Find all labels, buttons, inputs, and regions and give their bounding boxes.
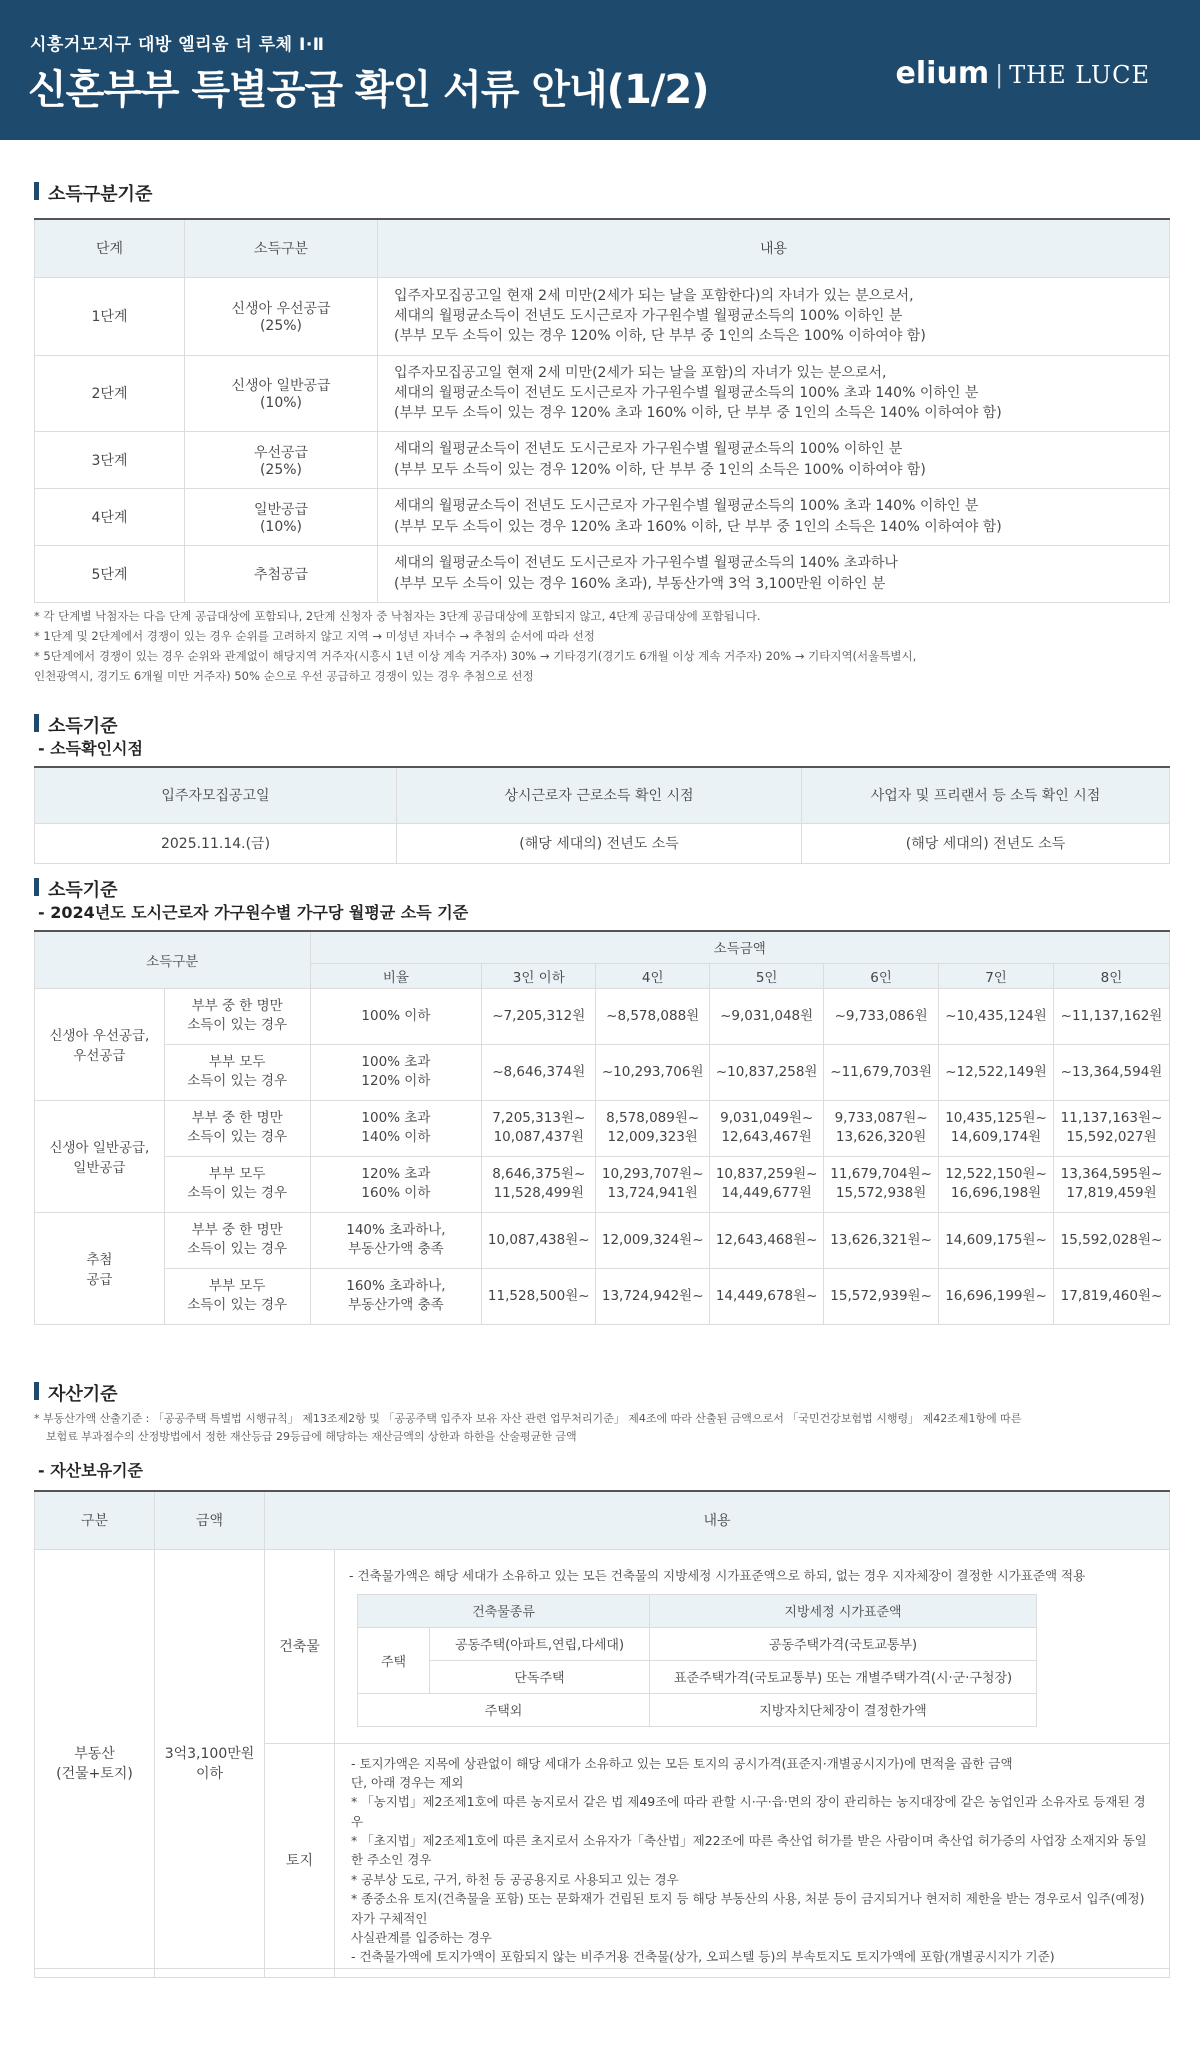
monthly-income-table [34, 930, 1170, 1325]
ratio-cell: 160% 초과하나, 부동산가액 충족 [310, 1268, 482, 1324]
type-label: 추첨공급 [253, 566, 309, 583]
note-line: * 부동산가액 산출기준 : 「공공주택 특별법 시행규칙」 제13조제2항 및 「공공주택 입주자 보유 자산 관련 업무처리기준」 제4조에 따라 산출된 금액으로서 「국민건강보험법 시행령」 제42조제1항에 따른 [34, 1412, 1022, 1425]
worker-income-point: (해당 세대의) 전년도 소득 [397, 823, 802, 863]
building-value-table [357, 1594, 1037, 1727]
income-value: ~9,733,086원 [824, 988, 939, 1044]
logo-separator: | [995, 61, 1004, 89]
type-cell [185, 488, 378, 545]
note-line: * 5단계에서 경쟁이 있는 경우 순위와 관계없이 해당지역 거주자(시흥시 1년 이상 계속 거주자) 30% → 기타경기(경기도 6개월 이상 계속 거주자) 20% → 기타지역(서울특별시, [34, 649, 917, 664]
category-cell: 부동산 (건물+토지) [35, 1549, 155, 1977]
step-cell: 2단계 [35, 355, 185, 431]
table-header: 내용 [265, 1491, 1170, 1549]
building-text: - 건축물가액은 해당 세대가 소유하고 있는 모든 건축물의 지방세정 시가표준액으로 하되, 없는 경우 지자체장이 결정한 시가표준액 적용 [349, 1567, 1086, 1583]
content-cell: 입주자모집공고일 현재 2세 미만(2세가 되는 날을 포함)의 자녀가 있는 분으로서, 세대의 월평균소득이 전년도 도시근로자 가구원수별 월평균소득의 100% 초과 140% 이하인 분 (부부 모두 소득이 있는 경우 120% 초과 160% 이하, 단 부부 중 1인의 소득은 140% 이하여야 함) [378, 355, 1170, 431]
table-row [35, 277, 1170, 355]
income-value: 11,679,704원~ 15,572,938원 [824, 1156, 939, 1212]
logo-name: THE LUCE [1009, 61, 1150, 89]
income-value: 9,733,087원~ 13,626,320원 [824, 1100, 939, 1156]
table-header: 내용 [378, 219, 1170, 277]
note-line: * 각 단계별 낙첨자는 다음 단계 공급대상에 포함되나, 2단계 신청자 중 낙첨자는 3단계 공급대상에 포함되지 않고, 4단계 공급대상에 포함됩니다. [34, 609, 761, 623]
table-header: 사업자 및 프리랜서 등 소득 확인 시점 [802, 767, 1170, 823]
income-check-table [34, 766, 1170, 864]
content-cell: 입주자모집공고일 현재 2세 미만(2세가 되는 날을 포함한다)의 자녀가 있는 분으로서, 세대의 월평균소득이 전년도 도시근로자 가구원수별 월평균소득의 100% 이하인 분 (부부 모두 소득이 있는 경우 120% 이하, 단 부부 중 1인의 소득은 100% 이하여야 함) [378, 277, 1170, 355]
income-value: 7,205,313원~ 10,087,437원 [482, 1100, 596, 1156]
table-header: 비율 [310, 963, 482, 988]
income-value: ~10,293,706원 [596, 1044, 710, 1100]
building-value: 공동주택가격(국토교통부) [650, 1627, 1037, 1660]
table-header: 구분 [35, 1491, 155, 1549]
table-row [35, 988, 1170, 1044]
building-content [335, 1549, 1170, 1743]
income-value: 14,609,175원~ [939, 1212, 1054, 1268]
income-value: 8,578,089원~ 12,009,323원 [596, 1100, 710, 1156]
type-pct: (25%) [259, 318, 303, 334]
table-header: 소득구분 [185, 219, 378, 277]
table-header: 입주자모집공고일 [35, 767, 397, 823]
type-cell [185, 431, 378, 488]
income-value: 10,837,259원~ 14,449,677원 [710, 1156, 824, 1212]
step-cell: 1단계 [35, 277, 185, 355]
table-header: 3인 이하 [482, 963, 596, 988]
sub-label: 부부 모두 소득이 있는 경우 [164, 1268, 310, 1324]
type-pct: (10%) [259, 395, 303, 411]
amount-cell: 3억3,100만원 이하 [155, 1549, 265, 1977]
group-label: 추첨 공급 [35, 1212, 165, 1324]
asset-table [34, 1490, 1170, 1978]
income-value: ~7,205,312원 [482, 988, 596, 1044]
land-content: - 토지가액은 지목에 상관없이 해당 세대가 소유하고 있는 모든 토지의 공시가격(표준지·개별공시지가)에 면적을 곱한 금액 단, 아래 경우는 제외 * 「농지법」제2조제1호에 따른 농지로서 같은 법 제49조에 따라 관할 시·구·읍·면의 장이 관리하는 농지대장에 같은 농업인과 소유자로 등재된 경우 * 「초지법」제2조제1호에 따른 초지로서 소유자가「축산법」제22조에 따른 축산업 허가를 받은 사람이며 축산업 허가증의 사업장 소재지와 동일한 주소인 경우 * 공부상 도로, 구거, 하천 등 공공용지로 사용되고 있는 경우 * 종중소유 토지(건축물을 포함) 또는 문화재가 건립된 토지 등 해당 부동산의 사용, 처분 등이 금지되거나 현저히 제한을 받는 경우로서 입주(예정)자가 구체적인 사실관계를 입증하는 경우 - 건축물가액에 토지가액이 포함되지 않는 비주거용 건축물(상가, 오피스텔 등)의 부속토지도 토지가액에 포함(개별공시지가 기준) [335, 1743, 1170, 1977]
type-label: 일반공급 [253, 501, 309, 518]
income-value: 14,449,678원~ [710, 1268, 824, 1324]
table-row [35, 1549, 1170, 1743]
page-title: 신혼부부 특별공급 확인 서류 안내(1/2) [28, 67, 709, 113]
type-pct: (10%) [259, 518, 303, 535]
income-class-table [34, 218, 1170, 603]
table-header: 소득구분 [35, 931, 311, 988]
business-income-point: (해당 세대의) 전년도 소득 [802, 823, 1170, 863]
sub-label: 부부 중 한 명만 소득이 있는 경우 [164, 1212, 310, 1268]
sub-label: 부부 모두 소득이 있는 경우 [164, 1156, 310, 1212]
table-row [35, 1044, 1170, 1100]
sub-label: 부부 모두 소득이 있는 경우 [164, 1044, 310, 1100]
type-cell [185, 355, 378, 431]
table-header: 상시근로자 근로소득 확인 시점 [397, 767, 802, 823]
type-pct: (25%) [259, 461, 303, 478]
income-value: 13,724,942원~ [596, 1268, 710, 1324]
table-header: 단계 [35, 219, 185, 277]
sub-label: 부부 중 한 명만 소득이 있는 경우 [164, 1100, 310, 1156]
income-value: 12,643,468원~ [710, 1212, 824, 1268]
house-label: 주택 [358, 1627, 430, 1693]
table-header: 지방세정 시가표준액 [650, 1594, 1037, 1627]
table-row [35, 431, 1170, 488]
table-row [35, 1268, 1170, 1324]
content-cell: 세대의 월평균소득이 전년도 도시근로자 가구원수별 월평균소득의 100% 초과 140% 이하인 분 (부부 모두 소득이 있는 경우 120% 초과 160% 이하, 단 부부 중 1인의 소득은 140% 이하여야 함) [378, 488, 1170, 545]
content-cell: 세대의 월평균소득이 전년도 도시근로자 가구원수별 월평균소득의 140% 초과하나 (부부 모두 소득이 있는 경우 160% 초과), 부동산가액 3억 3,100만원 이하인 분 [378, 545, 1170, 602]
section-subtitle-income-check: - 소득확인시점 [38, 739, 143, 758]
announce-date: 2025.11.14.(금) [35, 823, 397, 863]
building-type: 단독주택 [430, 1660, 650, 1693]
section-title-income-class: 소득구분기준 [34, 180, 152, 206]
building-value: 지방자치단체장이 결정한가액 [650, 1693, 1037, 1726]
income-value: 12,522,150원~ 16,696,198원 [939, 1156, 1054, 1212]
section-title-income-standard: 소득기준 [34, 712, 118, 738]
table-row [35, 488, 1170, 545]
ratio-cell: 140% 초과하나, 부동산가액 충족 [310, 1212, 482, 1268]
ratio-cell: 100% 초과 140% 이하 [310, 1100, 482, 1156]
building-type: 주택외 [358, 1693, 650, 1726]
step-cell: 4단계 [35, 488, 185, 545]
table-header: 소득금액 [310, 931, 1169, 963]
income-value: 13,364,595원~ 17,819,459원 [1054, 1156, 1170, 1212]
section-subtitle-monthly-income: - 2024년도 도시근로자 가구원수별 가구당 월평균 소득 기준 [38, 903, 469, 922]
page-subtitle: 시흥거모지구 대방 엘리움 더 루체 Ⅰ·Ⅱ [30, 35, 325, 55]
income-value: 9,031,049원~ 12,643,467원 [710, 1100, 824, 1156]
income-value: 12,009,324원~ [596, 1212, 710, 1268]
income-value: ~10,435,124원 [939, 988, 1054, 1044]
note-line: * 1단계 및 2단계에서 경쟁이 있는 경우 순위를 고려하지 않고 지역 → 미성년 자녀수 → 추첨의 순서에 따라 선정 [34, 629, 595, 644]
income-value: ~8,646,374원 [482, 1044, 596, 1100]
ratio-cell: 100% 초과 120% 이하 [310, 1044, 482, 1100]
ratio-cell: 100% 이하 [310, 988, 482, 1044]
income-value: 8,646,375원~ 11,528,499원 [482, 1156, 596, 1212]
table-row [35, 1100, 1170, 1156]
type-cell [185, 277, 378, 355]
table-header: 5인 [710, 963, 824, 988]
note-line: 보험료 부과점수의 산정방법에서 정한 재산등급 29등급에 해당하는 재산금액의 상한과 하한을 산술평균한 금액 [46, 1430, 577, 1444]
sub-label: 부부 중 한 명만 소득이 있는 경우 [164, 988, 310, 1044]
step-cell: 3단계 [35, 431, 185, 488]
income-value: ~9,031,048원 [710, 988, 824, 1044]
type-label: 신생아 일반공급 [231, 378, 331, 394]
brand-logo [896, 56, 1150, 91]
income-value: ~8,578,088원 [596, 988, 710, 1044]
table-header: 4인 [596, 963, 710, 988]
table-row [35, 545, 1170, 602]
income-value: 10,293,707원~ 13,724,941원 [596, 1156, 710, 1212]
section-subtitle-asset-holding: - 자산보유기준 [38, 1461, 143, 1480]
building-type: 공동주택(아파트,연립,다세대) [430, 1627, 650, 1660]
table-row [35, 1212, 1170, 1268]
income-value: 10,087,438원~ [482, 1212, 596, 1268]
table-header: 금액 [155, 1491, 265, 1549]
income-value: 16,696,199원~ [939, 1268, 1054, 1324]
section-title-income-standard-2: 소득기준 [34, 876, 118, 902]
table-header: 8인 [1054, 963, 1170, 988]
bottom-divider [34, 1968, 1170, 1969]
income-value: ~11,137,162원 [1054, 988, 1170, 1044]
asset-notes [34, 1410, 1021, 1446]
land-label: 토지 [265, 1743, 335, 1977]
table-header: 7인 [939, 963, 1054, 988]
income-value: 11,137,163원~ 15,592,027원 [1054, 1100, 1170, 1156]
income-value: 10,435,125원~ 14,609,174원 [939, 1100, 1054, 1156]
income-value: ~12,522,149원 [939, 1044, 1054, 1100]
table-header: 건축물종류 [358, 1594, 650, 1627]
group-label: 신생아 우선공급, 우선공급 [35, 988, 165, 1100]
logo-brand: elium [895, 56, 990, 91]
type-cell [185, 545, 378, 602]
page-header [0, 0, 1200, 140]
note-line: 인천광역시, 경기도 6개월 미만 거주자) 50% 순으로 우선 공급하고 경쟁이 있는 경우 추첨으로 선정 [34, 669, 534, 684]
step-cell: 5단계 [35, 545, 185, 602]
building-label: 건축물 [265, 1549, 335, 1743]
income-value: 11,528,500원~ [482, 1268, 596, 1324]
section-title-asset: 자산기준 [34, 1380, 118, 1406]
building-value: 표준주택가격(국토교통부) 또는 개별주택가격(시·군·구청장) [650, 1660, 1037, 1693]
group-label: 신생아 일반공급, 일반공급 [35, 1100, 165, 1212]
income-value: 15,592,028원~ [1054, 1212, 1170, 1268]
income-value: ~13,364,594원 [1054, 1044, 1170, 1100]
content-cell: 세대의 월평균소득이 전년도 도시근로자 가구원수별 월평균소득의 100% 이하인 분 (부부 모두 소득이 있는 경우 120% 이하, 단 부부 중 1인의 소득은 100% 이하여야 함) [378, 431, 1170, 488]
type-label: 우선공급 [253, 444, 309, 461]
table-header: 6인 [824, 963, 939, 988]
table-row [35, 1156, 1170, 1212]
income-class-notes [34, 606, 916, 687]
table-row [35, 823, 1170, 863]
income-value: 15,572,939원~ [824, 1268, 939, 1324]
type-label: 신생아 우선공급 [231, 301, 331, 317]
income-value: 17,819,460원~ [1054, 1268, 1170, 1324]
income-value: 13,626,321원~ [824, 1212, 939, 1268]
income-value: ~11,679,703원 [824, 1044, 939, 1100]
table-row [35, 355, 1170, 431]
income-value: ~10,837,258원 [710, 1044, 824, 1100]
ratio-cell: 120% 초과 160% 이하 [310, 1156, 482, 1212]
